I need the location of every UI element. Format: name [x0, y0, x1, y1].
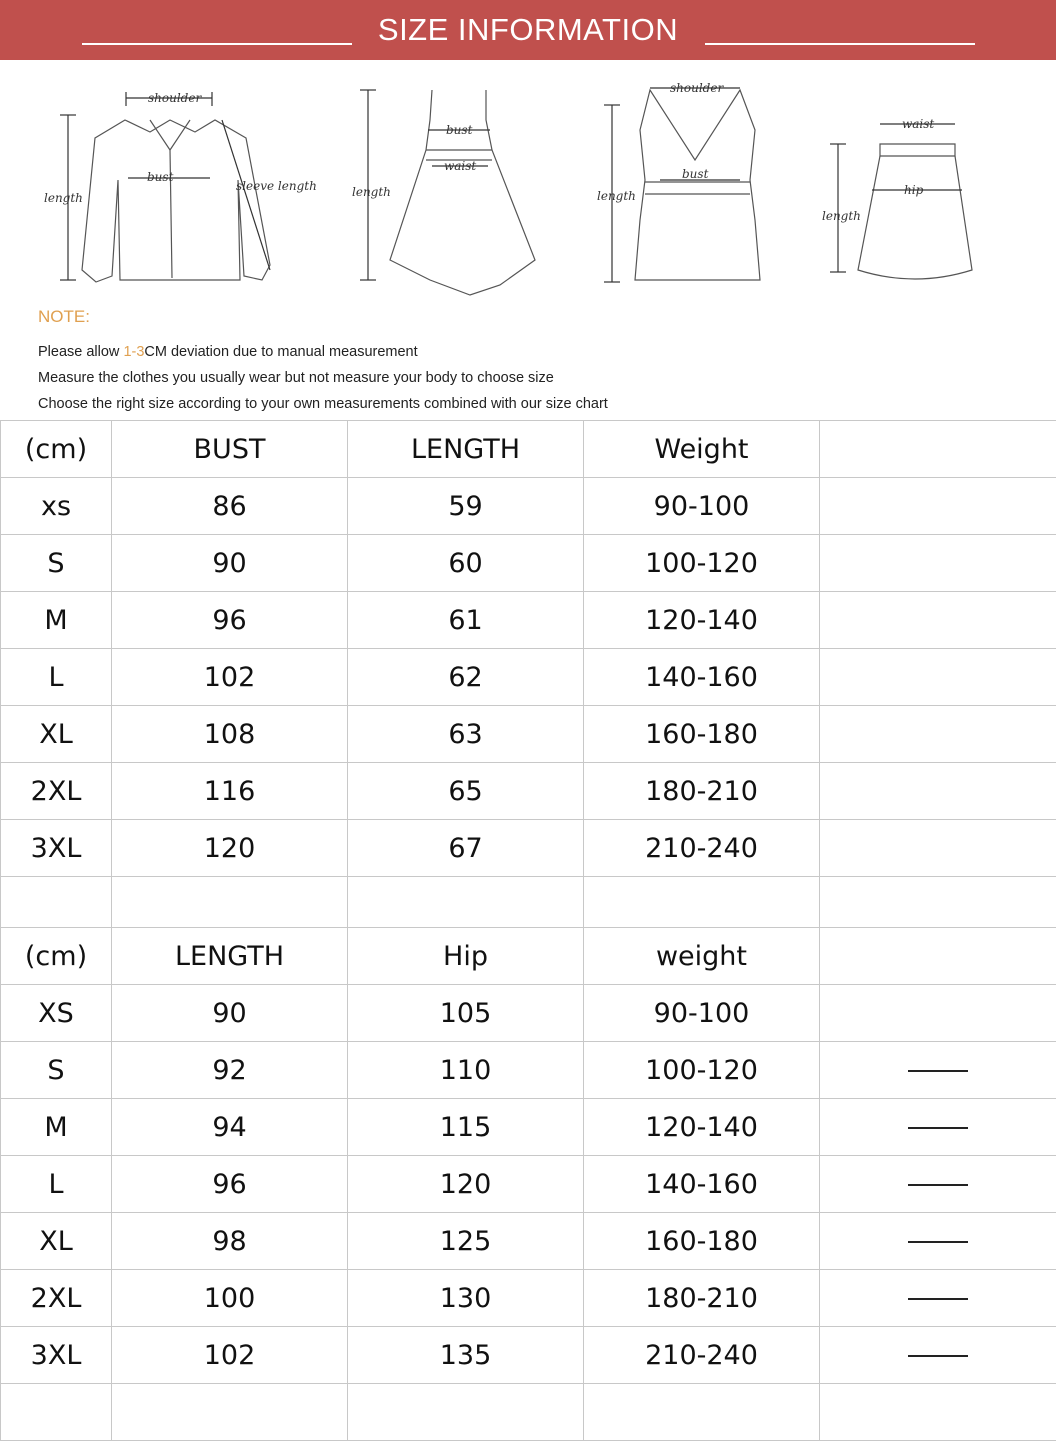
bust-cell: 96: [112, 592, 348, 649]
empty-cell: [584, 877, 820, 928]
length-cell: 100: [112, 1270, 348, 1327]
table1-header-cell: (cm): [1, 421, 112, 478]
table-row: [1, 1213, 1056, 1270]
dash-cell: [820, 1270, 1056, 1327]
dash-mark: [908, 1298, 968, 1300]
size-chart-table: [0, 420, 1056, 1441]
size-cell: M: [1, 1099, 112, 1156]
size-cell: 2XL: [1, 1270, 112, 1327]
length-cell: 63: [348, 706, 584, 763]
size-cell: xs: [1, 478, 112, 535]
extra-cell: [820, 478, 1056, 535]
note-line-1: [38, 339, 938, 365]
weight-cell: 180-210: [584, 763, 820, 820]
banner-rule-right: [705, 43, 975, 45]
empty-cell: [348, 1384, 584, 1441]
table-row: [1, 1099, 1056, 1156]
dash-cell: [820, 1213, 1056, 1270]
weight-cell: 180-210: [584, 1270, 820, 1327]
table-row: [1, 478, 1056, 535]
hip-cell: 120: [348, 1156, 584, 1213]
dash-mark: [908, 1127, 968, 1129]
weight-cell: 120-140: [584, 1099, 820, 1156]
extra-cell: [820, 592, 1056, 649]
table-row: [1, 763, 1056, 820]
weight-cell: 210-240: [584, 1327, 820, 1384]
table-row: [1, 535, 1056, 592]
size-cell: XS: [1, 985, 112, 1042]
weight-cell: 140-160: [584, 1156, 820, 1213]
empty-cell: [820, 1384, 1056, 1441]
dash-cell: [820, 1156, 1056, 1213]
dash-cell: [820, 1099, 1056, 1156]
top-length-label: length: [597, 189, 636, 203]
extra-cell: [820, 763, 1056, 820]
length-cell: 65: [348, 763, 584, 820]
table2-header-cell: Hip: [348, 928, 584, 985]
dress-bust-label: bust: [446, 123, 473, 137]
dash-mark: [908, 1241, 968, 1243]
bust-cell: 120: [112, 820, 348, 877]
table-row: [1, 649, 1056, 706]
table2-header-cell: LENGTH: [112, 928, 348, 985]
empty-cell: [1, 1384, 112, 1441]
note-title: NOTE:: [38, 307, 938, 327]
empty-cell: [112, 877, 348, 928]
hip-cell: 115: [348, 1099, 584, 1156]
note-line-1-highlight: 1-3: [123, 344, 144, 360]
dash-mark: [908, 1355, 968, 1357]
table1-header-row: [1, 421, 1056, 478]
table1-header-cell: [820, 421, 1056, 478]
skirt-diagram: [830, 124, 972, 279]
hip-cell: 125: [348, 1213, 584, 1270]
table-row: [1, 592, 1056, 649]
dress-length-label: length: [352, 185, 391, 199]
table-row: [1, 820, 1056, 877]
shirt-bust-label: bust: [147, 170, 174, 184]
garment-diagrams: [0, 60, 1056, 305]
bust-cell: 102: [112, 649, 348, 706]
size-cell: 3XL: [1, 1327, 112, 1384]
bust-cell: 108: [112, 706, 348, 763]
table-row: [1, 1156, 1056, 1213]
dash-cell: [820, 1327, 1056, 1384]
table1-header-cell: BUST: [112, 421, 348, 478]
shirt-sleeve-label: sleeve length: [236, 179, 317, 193]
weight-cell: 90-100: [584, 478, 820, 535]
table1-header-cell: LENGTH: [348, 421, 584, 478]
length-cell: 60: [348, 535, 584, 592]
size-cell: 3XL: [1, 820, 112, 877]
hip-cell: 135: [348, 1327, 584, 1384]
bust-cell: 90: [112, 535, 348, 592]
size-cell: XL: [1, 1213, 112, 1270]
empty-cell: [584, 1384, 820, 1441]
skirt-length-label: length: [822, 209, 861, 223]
top-diagram: [604, 88, 760, 282]
spacer-row: [1, 877, 1056, 928]
size-cell: XL: [1, 706, 112, 763]
extra-cell: [820, 820, 1056, 877]
top-shoulder-label: shoulder: [670, 81, 724, 95]
extra-cell: [820, 649, 1056, 706]
length-cell: 98: [112, 1213, 348, 1270]
table1-header-cell: Weight: [584, 421, 820, 478]
size-cell: L: [1, 649, 112, 706]
hip-cell: 130: [348, 1270, 584, 1327]
empty-cell: [348, 877, 584, 928]
measurement-notes: [38, 307, 938, 417]
note-line-2: Measure the clothes you usually wear but not measure your body to choose size: [38, 365, 938, 391]
skirt-waist-label: waist: [902, 117, 934, 131]
table2-header-cell: (cm): [1, 928, 112, 985]
extra-cell: [820, 706, 1056, 763]
page-title: SIZE INFORMATION: [0, 12, 1056, 48]
title-banner: [0, 0, 1056, 60]
length-cell: 92: [112, 1042, 348, 1099]
note-line-1-start: Please allow: [38, 344, 123, 360]
length-cell: 61: [348, 592, 584, 649]
bust-cell: 116: [112, 763, 348, 820]
empty-cell: [1, 877, 112, 928]
weight-cell: 210-240: [584, 820, 820, 877]
hip-cell: 110: [348, 1042, 584, 1099]
shirt-shoulder-label: shoulder: [148, 91, 202, 105]
empty-cell: [820, 877, 1056, 928]
hip-cell: 105: [348, 985, 584, 1042]
length-cell: 94: [112, 1099, 348, 1156]
table-row: [1, 985, 1056, 1042]
dash-cell: [820, 985, 1056, 1042]
bust-cell: 86: [112, 478, 348, 535]
dress-waist-label: waist: [444, 159, 476, 173]
length-cell: 102: [112, 1327, 348, 1384]
weight-cell: 160-180: [584, 1213, 820, 1270]
empty-row: [1, 1384, 1056, 1441]
weight-cell: 140-160: [584, 649, 820, 706]
length-cell: 90: [112, 985, 348, 1042]
size-cell: 2XL: [1, 763, 112, 820]
extra-cell: [820, 535, 1056, 592]
dash-mark: [908, 1184, 968, 1186]
size-cell: L: [1, 1156, 112, 1213]
note-line-1-end: CM deviation due to manual measurement: [144, 344, 417, 360]
table2-header-row: [1, 928, 1056, 985]
note-line-3: Choose the right size according to your own measurements combined with our size chart: [38, 391, 938, 417]
dash-cell: [820, 1042, 1056, 1099]
weight-cell: 90-100: [584, 985, 820, 1042]
table2-header-cell: [820, 928, 1056, 985]
weight-cell: 160-180: [584, 706, 820, 763]
weight-cell: 120-140: [584, 592, 820, 649]
table-row: [1, 1327, 1056, 1384]
size-cell: S: [1, 1042, 112, 1099]
weight-cell: 100-120: [584, 1042, 820, 1099]
skirt-hip-label: hip: [904, 183, 924, 197]
table-row: [1, 1042, 1056, 1099]
table-row: [1, 1270, 1056, 1327]
size-cell: S: [1, 535, 112, 592]
dash-mark: [908, 1070, 968, 1072]
top-bust-label: bust: [682, 167, 709, 181]
size-cell: M: [1, 592, 112, 649]
table-row: [1, 706, 1056, 763]
length-cell: 62: [348, 649, 584, 706]
table2-header-cell: weight: [584, 928, 820, 985]
length-cell: 96: [112, 1156, 348, 1213]
weight-cell: 100-120: [584, 535, 820, 592]
empty-cell: [112, 1384, 348, 1441]
length-cell: 59: [348, 478, 584, 535]
length-cell: 67: [348, 820, 584, 877]
shirt-length-label: length: [44, 191, 83, 205]
